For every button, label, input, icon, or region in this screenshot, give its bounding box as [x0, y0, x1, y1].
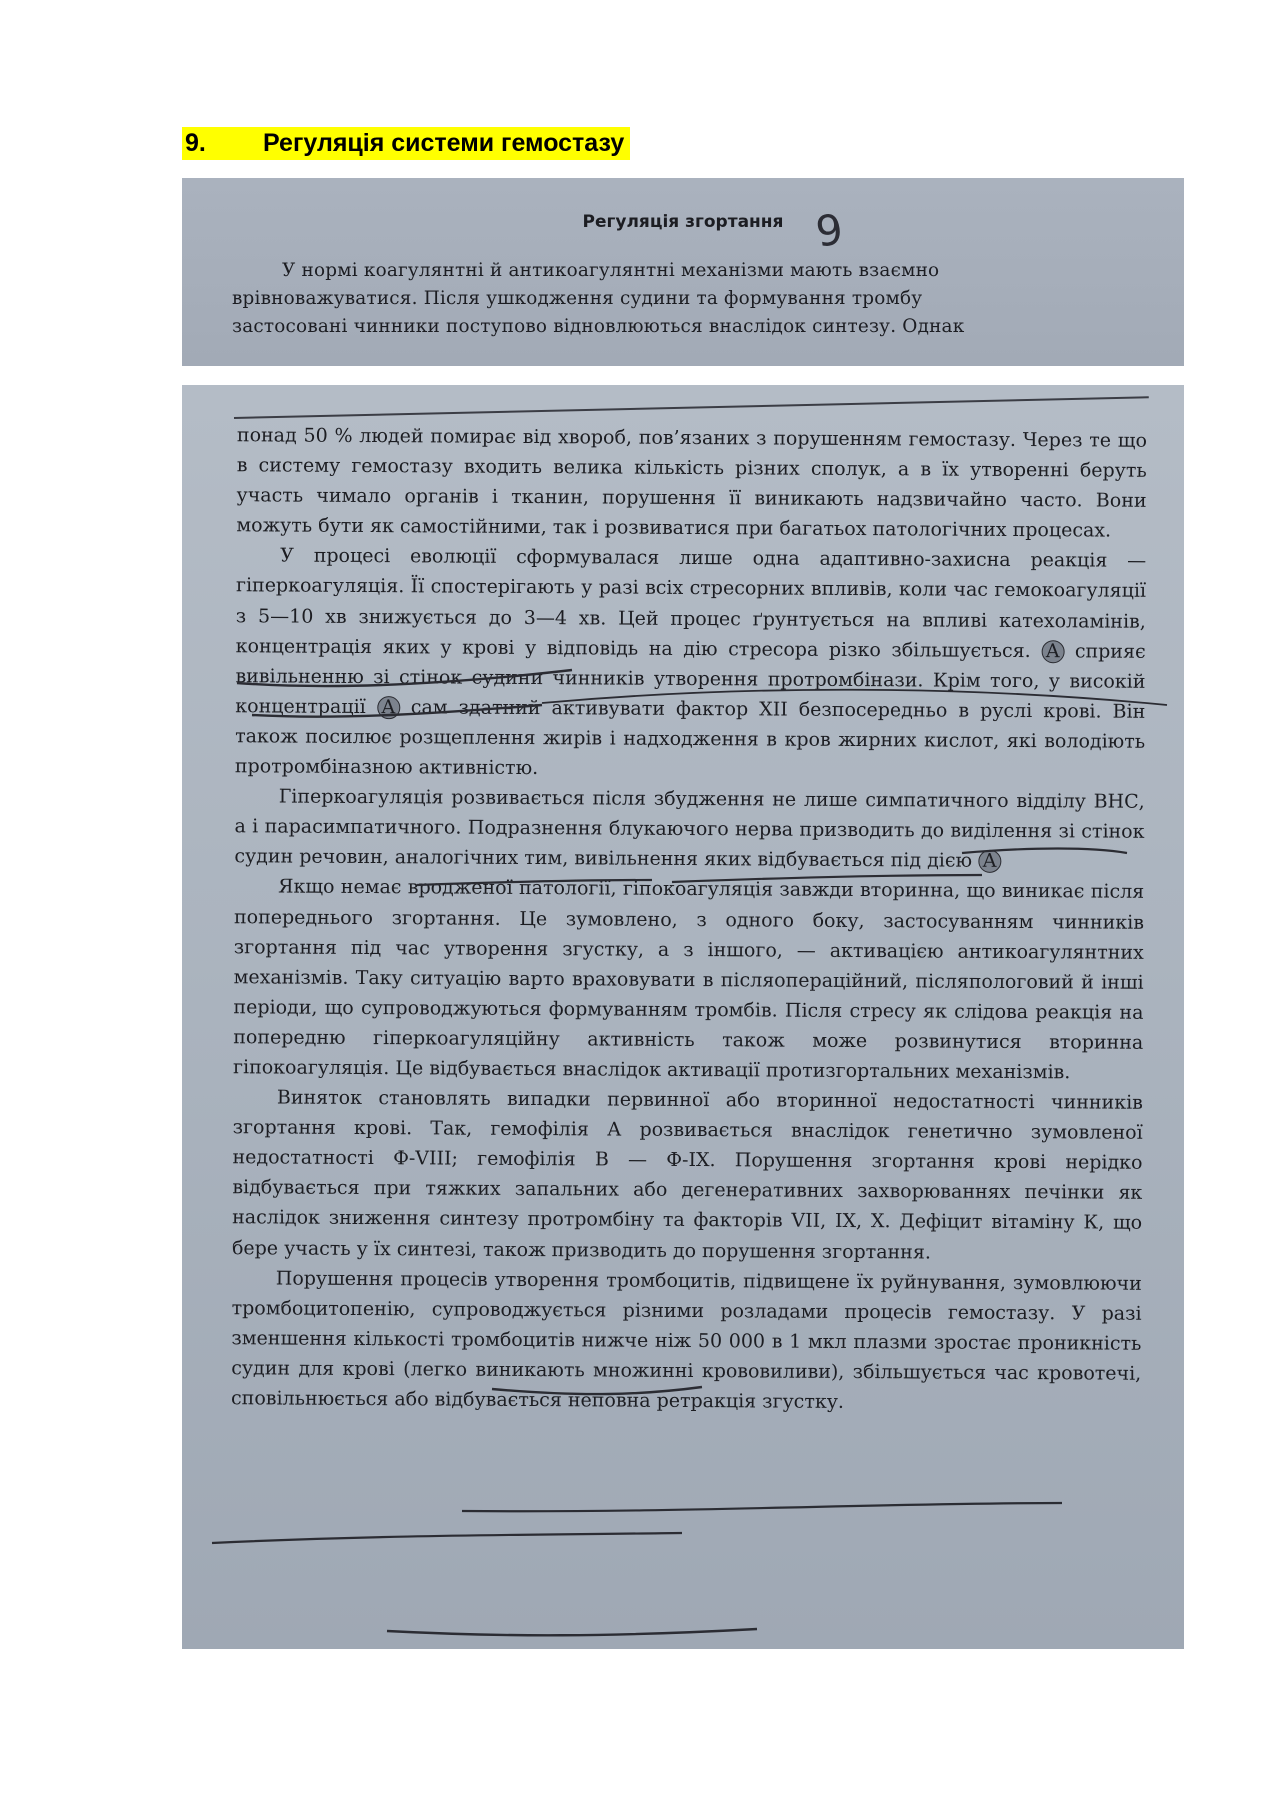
paragraph-part: У процесі еволюції сформувалася лише одна адаптивно-захисна реакція — гіперкоагуляція. Її спостерігають у разі всіх стресорних впливів, коли час гемокоагуляції з 5—10 хв знижується до 3—4 хв. Цей процес ґрунтується на впливі катехоламінів, концентрація яких у крові у відповідь на дію стресора різко збільшується.	[235, 544, 1147, 662]
paragraph-part: сприяє вивільненню зі стінок судини чинників утворення протромбінази. Крім того, у високій концентрації	[235, 640, 1146, 718]
scan-top-line: застосовані чинники поступово відновлюються внаслідок синтезу. Однак	[232, 316, 965, 337]
scanned-page-excerpt-main	[182, 385, 1184, 1649]
pen-underline	[237, 670, 572, 686]
scanned-page-excerpt-top	[182, 178, 1184, 366]
section-heading	[182, 127, 630, 160]
pen-underline	[387, 1629, 757, 1635]
handwritten-mark: 9	[812, 204, 847, 257]
pen-underline	[672, 875, 982, 882]
paragraph: Якщо немає вродженої патології, гіпокоагуляція завжди вторинна, що виникає після попереднього згортання. Це зумовлено, з одного боку, застосуванням чинників згортання під час утворення згустку, а з іншого, — активацією антикоагулянтних механізмів. Таку ситуацію варто враховувати в післяопераційний, післяпологовий й інші періоди, що супроводжуються формуванням тромбів. Після стресу як слідова реакція на попередню гіперкоагуляційну активність також може розвинутися вторинна гіпокоагуляція. Це відбувається внаслідок активації протизгортальних механізмів.	[233, 875, 1145, 1084]
section-number: 9.	[185, 129, 206, 157]
pen-underline	[252, 705, 542, 717]
circled-letter-mark: А	[1041, 640, 1064, 663]
paragraph: Виняток становлять випадки первинної або вторинної недостатності чинників згортання крові. Так, гемофілія А розвивається внаслідок генетично зумовленої недостатності Ф-VIII; гемофілія В — Ф-IX. Порушення згортання крові нерідко відбувається при тяжких запальних або дегенеративних захворюваннях печінки як наслідок зниження синтезу протромбіну та факторів VII, IX, X. Дефіцит вітаміну К, що бере участь у їх синтезі, також призводить до порушення згортання.	[231, 1086, 1143, 1264]
scan-top-line: врівноважуватися. Після ушкодження судини та формування тромбу	[232, 288, 923, 309]
paragraph-part: сам здатний активувати фактор XII безпосередньо в руслі крові. Він також посилює розщеплення жирів і надходження в кров жирних кислот, які володіють протромбіназною активністю.	[234, 696, 1146, 780]
section-title: Регуляція системи гемостазу	[263, 129, 625, 157]
paragraph-part: Гіперкоагуляція розвивається після збудження не лише симпатичного відділу ВНС, а і парасимпатичного. Подразнення блукаючого нерва призводить до виділення зі стінок судин речовин, аналогічних тим, вивільнення яких відбувається під дією	[234, 785, 1145, 873]
paragraph: понад 50 % людей помирає від хвороб, пов’язаних з порушенням гемостазу. Через те що в систему гемостазу входить велика кількість різних сполук, а в їх утворенні беруть участь чимало органів і тканин, порушення її виникають надзвичайно часто. Вони можуть бути як самостійними, так і розвиватися при багатьох патологічних процесах.	[236, 424, 1148, 542]
pen-underline-marks	[182, 385, 1184, 1649]
pen-underline	[212, 1533, 682, 1543]
pen-underline	[462, 1503, 1062, 1511]
circled-letter-mark: А	[978, 850, 1001, 873]
pen-underline	[417, 880, 652, 885]
scan-title: Регуляція згортання	[582, 212, 784, 232]
paragraph: Порушення процесів утворення тромбоцитів, підвищене їх руйнування, зумовлюючи тромбоцитопенію, супроводжується різними розладами процесів гемостазу. У разі зменшення кількості тромбоцитів нижче ніж 50 000 в 1 мкл плазми зростає проникність судин для крові (легко виникають множинні крововиливи), збільшується час кровотечі, сповільнюється або відбувається неповна ретракція згустку.	[231, 1267, 1142, 1413]
pen-underline	[962, 849, 1127, 854]
circled-letter-mark: А	[377, 696, 400, 719]
pen-underline	[492, 1387, 702, 1394]
pen-underline	[542, 690, 1167, 705]
scan-top-line: У нормі коагулянтні й антикоагулянтні механізми мають взаємно	[282, 260, 940, 281]
